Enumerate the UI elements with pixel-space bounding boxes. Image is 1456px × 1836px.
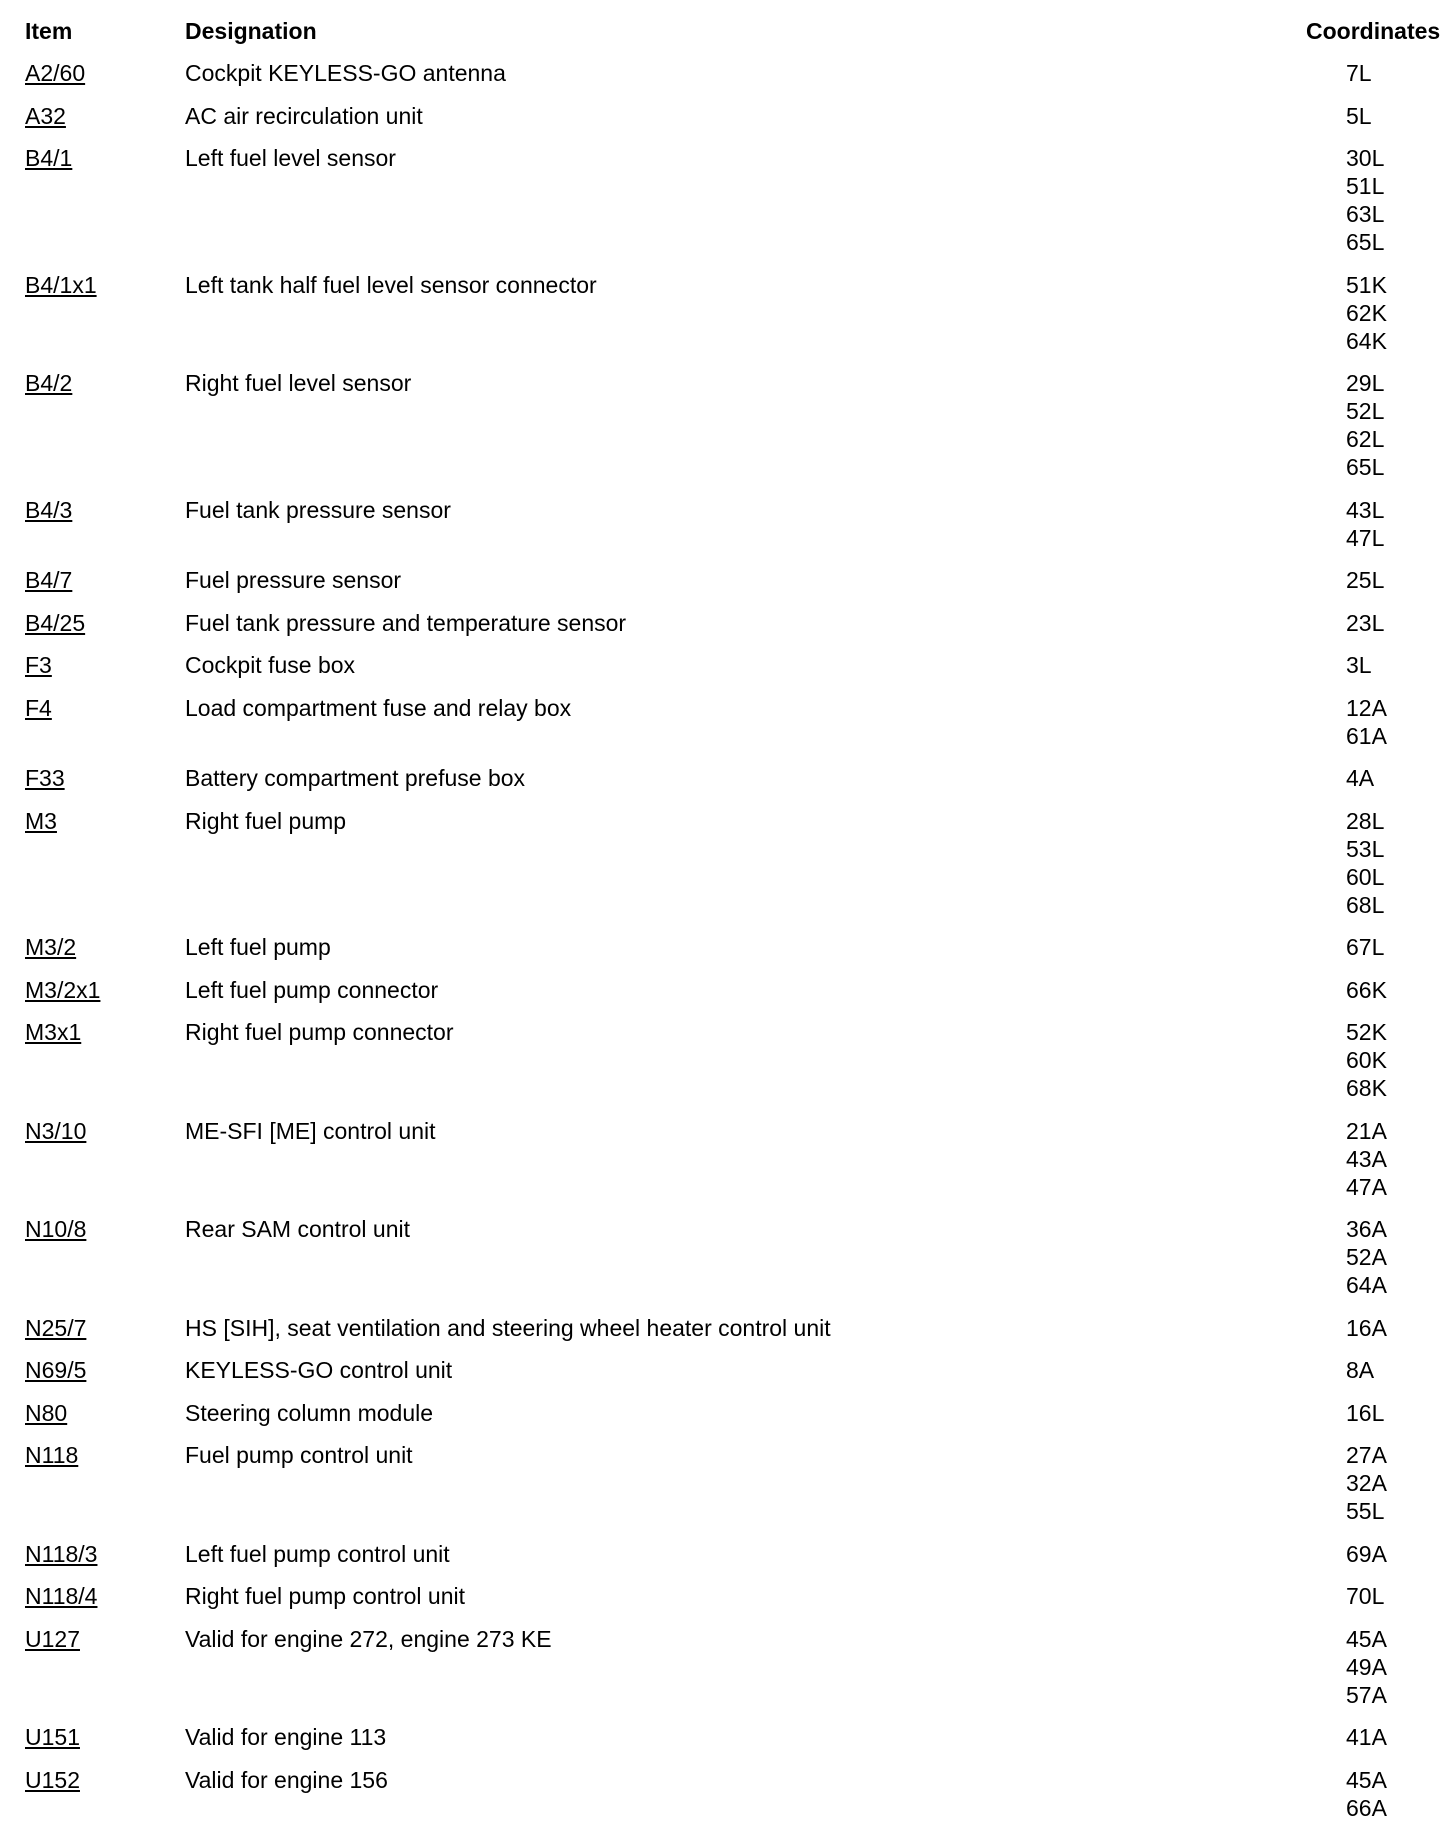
designation-text: Left fuel level sensor [185,144,396,172]
coordinates-cell [1346,1766,1456,1822]
coordinates-cell [1346,807,1456,919]
coordinates-cell [1346,1723,1456,1751]
table-row [0,59,1456,102]
table-row [0,496,1456,567]
designation-text: Fuel tank pressure sensor [185,496,451,524]
designation-text: KEYLESS-GO control unit [185,1356,452,1384]
coordinate-value: 52K [1346,1018,1456,1046]
designation-text: Valid for engine 156 [185,1766,388,1794]
table-row [0,1215,1456,1314]
coordinates-cell [1346,764,1456,792]
table-row [0,1117,1456,1216]
coordinate-value: 27A [1346,1441,1456,1469]
coordinate-value: 43A [1346,1145,1456,1173]
coordinates-cell [1346,933,1456,961]
table-row [0,1441,1456,1540]
table-row [0,694,1456,765]
coordinate-value: 41A [1346,1723,1456,1751]
item-link[interactable]: B4/1x1 [25,271,97,299]
designation-text: Right fuel pump connector [185,1018,454,1046]
table-row [0,1625,1456,1724]
coordinate-value: 16A [1346,1314,1456,1342]
item-link[interactable]: U127 [25,1625,80,1653]
item-link[interactable]: N3/10 [25,1117,86,1145]
item-link[interactable]: A32 [25,102,66,130]
item-link[interactable]: N80 [25,1399,67,1427]
coordinate-value: 21A [1346,1117,1456,1145]
designation-text: Cockpit KEYLESS-GO antenna [185,59,506,87]
coordinate-value: 51K [1346,271,1456,299]
coordinates-cell [1346,1314,1456,1342]
coordinate-value: 45A [1346,1625,1456,1653]
item-link[interactable]: F33 [25,764,65,792]
coordinates-cell [1346,1117,1456,1201]
designation-text: Right fuel pump control unit [185,1582,465,1610]
item-link[interactable]: N69/5 [25,1356,86,1384]
table-row [0,566,1456,609]
coordinates-cell [1346,1356,1456,1384]
table-row [0,1399,1456,1442]
designation-text: Left fuel pump control unit [185,1540,450,1568]
coordinate-value: 4A [1346,764,1456,792]
table-row [0,1766,1456,1836]
header-designation: Designation [185,16,317,46]
item-link[interactable]: N25/7 [25,1314,86,1342]
coordinates-cell [1346,102,1456,130]
designation-text: Rear SAM control unit [185,1215,410,1243]
coordinate-value: 32A [1346,1469,1456,1497]
item-link[interactable]: M3/2x1 [25,976,100,1004]
coordinate-value: 45A [1346,1766,1456,1794]
coordinates-cell [1346,59,1456,87]
designation-text: Left fuel pump [185,933,331,961]
coordinate-value: 16L [1346,1399,1456,1427]
coordinates-cell [1346,1215,1456,1299]
item-link[interactable]: N118/4 [25,1582,97,1610]
item-link[interactable]: N118 [25,1441,78,1469]
coordinate-value: 36A [1346,1215,1456,1243]
coordinates-cell [1346,1625,1456,1709]
item-link[interactable]: F4 [25,694,52,722]
header-coordinates: Coordinates [1306,16,1440,46]
coordinates-cell [1346,609,1456,637]
designation-text: Right fuel level sensor [185,369,411,397]
coordinate-value: 3L [1346,651,1456,679]
item-link[interactable]: B4/7 [25,566,72,594]
designation-text: Cockpit fuse box [185,651,355,679]
designation-text: Steering column module [185,1399,433,1427]
coordinates-cell [1346,651,1456,679]
coordinate-value: 23L [1346,609,1456,637]
coordinate-value: 60L [1346,863,1456,891]
table-row [0,271,1456,370]
coordinates-cell [1346,1018,1456,1102]
coordinates-cell [1346,1399,1456,1427]
designation-text: Battery compartment prefuse box [185,764,525,792]
table-row [0,369,1456,496]
designation-text: Left tank half fuel level sensor connector [185,271,597,299]
table-row [0,1582,1456,1625]
item-link[interactable]: M3/2 [25,933,76,961]
coordinate-value: 8A [1346,1356,1456,1384]
coordinate-value: 63L [1346,200,1456,228]
item-link[interactable]: N118/3 [25,1540,97,1568]
designation-text: Fuel pump control unit [185,1441,413,1469]
coordinate-value: 43L [1346,496,1456,524]
item-link[interactable]: B4/1 [25,144,72,172]
coordinates-cell [1346,976,1456,1004]
table-header [0,16,1456,52]
table-row [0,1356,1456,1399]
coordinate-value: 53L [1346,835,1456,863]
item-link[interactable]: B4/3 [25,496,72,524]
item-link[interactable]: M3 [25,807,57,835]
table-row [0,1723,1456,1766]
coordinate-value: 64A [1346,1271,1456,1299]
table-row [0,144,1456,271]
designation-text: HS [SIH], seat ventilation and steering wheel heater control unit [185,1314,831,1342]
coordinates-cell [1346,566,1456,594]
coordinate-value: 68K [1346,1074,1456,1102]
coordinates-cell [1346,496,1456,552]
coordinate-value: 67L [1346,933,1456,961]
designation-text: Fuel pressure sensor [185,566,401,594]
coordinate-value: 70L [1346,1582,1456,1610]
coordinate-value: 5L [1346,102,1456,130]
item-link[interactable]: N10/8 [25,1215,86,1243]
coordinate-value: 68L [1346,891,1456,919]
coordinate-value: 28L [1346,807,1456,835]
legend-table-body [0,59,1456,1836]
coordinate-value: 47A [1346,1173,1456,1201]
coordinate-value: 66K [1346,976,1456,1004]
coordinate-value: 55L [1346,1497,1456,1525]
coordinate-value: 30L [1346,144,1456,172]
table-row [0,976,1456,1019]
coordinate-value: 47L [1346,524,1456,552]
item-link[interactable]: A2/60 [25,59,85,87]
coordinate-value: 62L [1346,425,1456,453]
item-link[interactable]: U152 [25,1766,80,1794]
coordinate-value: 29L [1346,369,1456,397]
designation-text: Valid for engine 272, engine 273 KE [185,1625,552,1653]
coordinate-value: 49A [1346,1653,1456,1681]
coordinates-cell [1346,271,1456,355]
coordinates-cell [1346,369,1456,481]
item-link[interactable]: F3 [25,651,52,679]
coordinate-value: 64K [1346,327,1456,355]
designation-text: Fuel tank pressure and temperature sensor [185,609,626,637]
table-row [0,1018,1456,1117]
designation-text: Valid for engine 113 [185,1723,386,1751]
table-row [0,807,1456,934]
coordinate-value: 7L [1346,59,1456,87]
coordinates-cell [1346,144,1456,256]
coordinate-value: 52L [1346,397,1456,425]
coordinate-value: 66A [1346,1794,1456,1822]
coordinate-value: 65L [1346,453,1456,481]
coordinate-value: 52A [1346,1243,1456,1271]
coordinate-value: 25L [1346,566,1456,594]
table-row [0,609,1456,652]
coordinate-value: 61A [1346,722,1456,750]
item-link[interactable]: U151 [25,1723,80,1751]
table-row [0,933,1456,976]
coordinate-value: 51L [1346,172,1456,200]
coordinate-value: 69A [1346,1540,1456,1568]
table-row [0,651,1456,694]
coordinate-value: 65L [1346,228,1456,256]
designation-text: AC air recirculation unit [185,102,423,130]
table-row [0,1314,1456,1357]
coordinate-value: 60K [1346,1046,1456,1074]
header-item: Item [25,16,72,46]
coordinate-value: 62K [1346,299,1456,327]
table-row [0,1540,1456,1583]
designation-text: ME-SFI [ME] control unit [185,1117,436,1145]
designation-text: Left fuel pump connector [185,976,438,1004]
coordinates-cell [1346,1582,1456,1610]
designation-text: Right fuel pump [185,807,346,835]
coordinate-value: 12A [1346,694,1456,722]
coordinates-cell [1346,694,1456,750]
table-row [0,764,1456,807]
table-row [0,102,1456,145]
item-link[interactable]: B4/2 [25,369,72,397]
coordinates-cell [1346,1441,1456,1525]
item-link[interactable]: B4/25 [25,609,85,637]
designation-text: Load compartment fuse and relay box [185,694,571,722]
coordinates-cell [1346,1540,1456,1568]
item-link[interactable]: M3x1 [25,1018,81,1046]
coordinate-value: 57A [1346,1681,1456,1709]
